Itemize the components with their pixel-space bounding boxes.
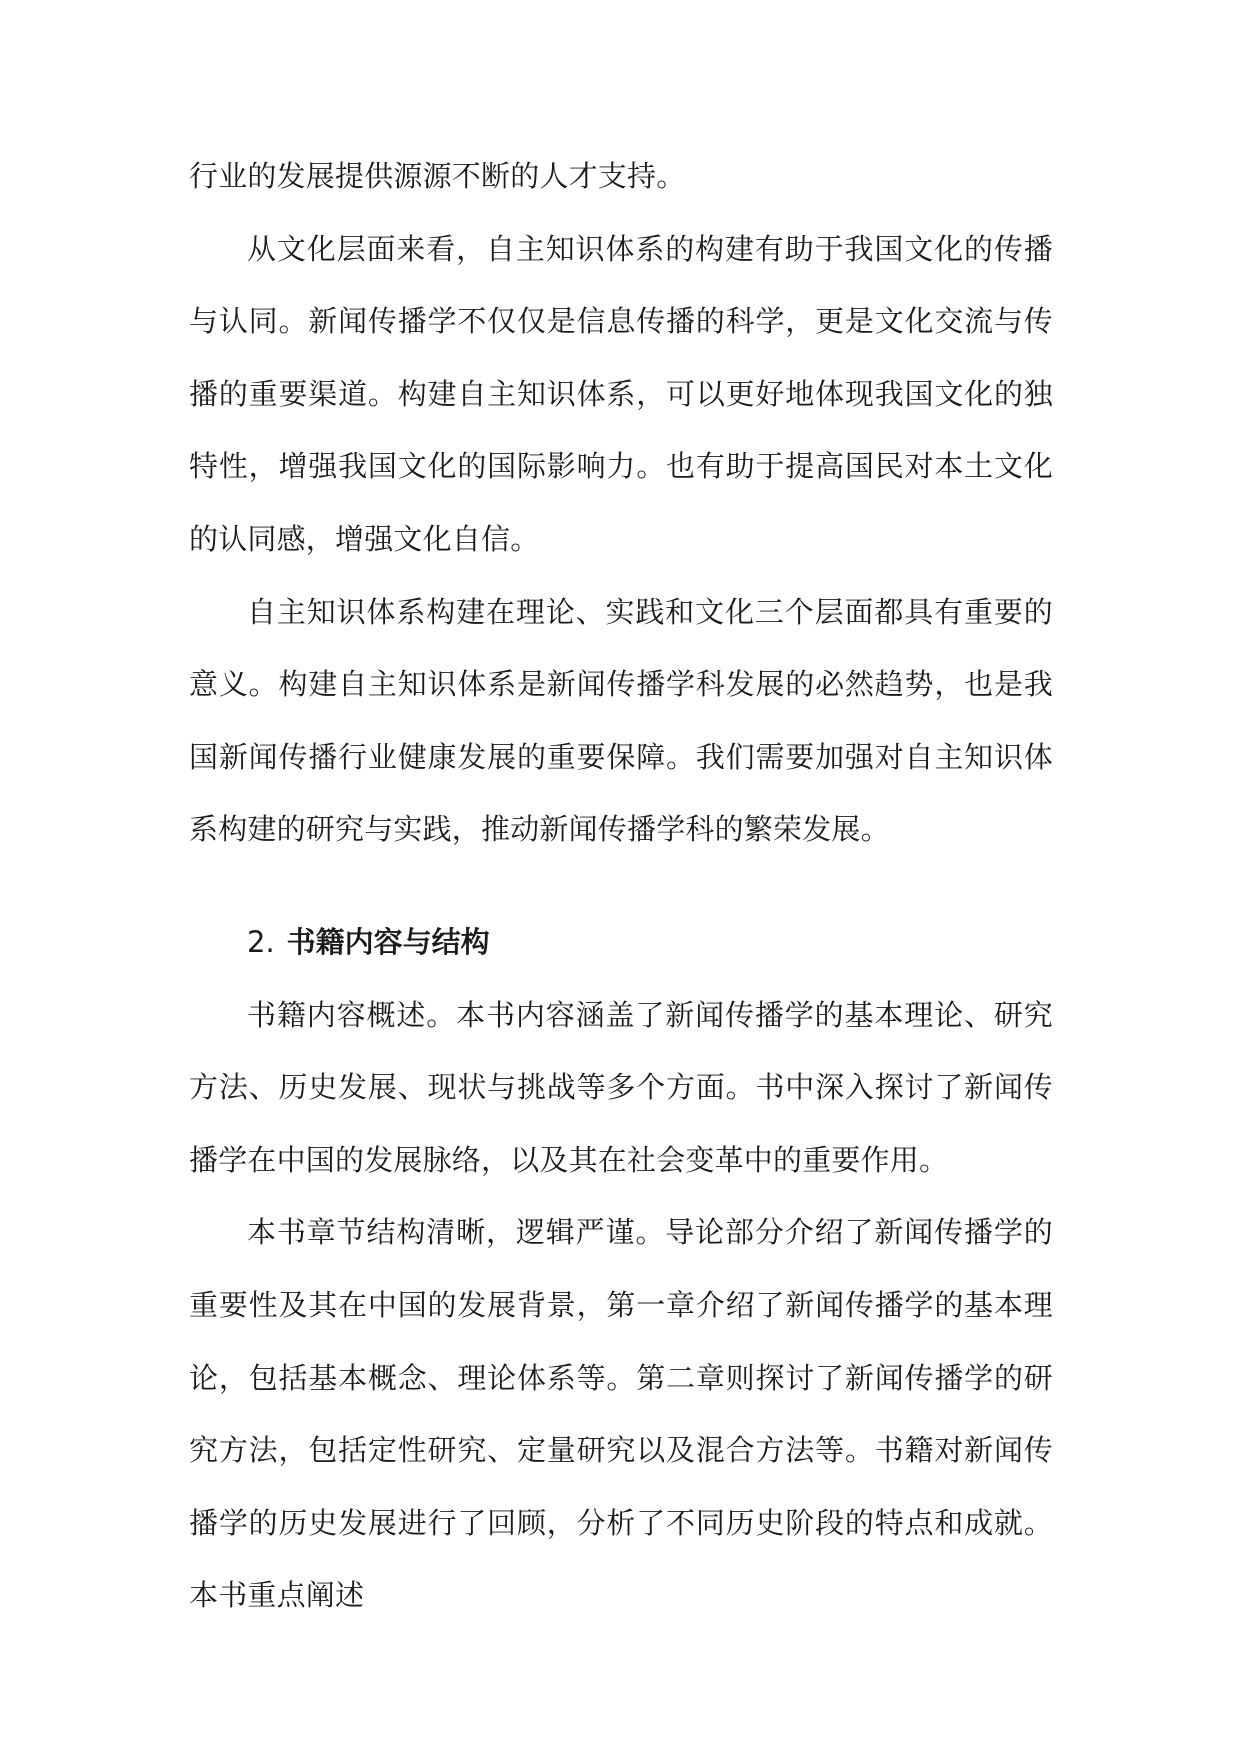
paragraph-continuation: 行业的发展提供源源不断的人才支持。 <box>189 159 686 193</box>
section-spacer <box>189 866 1053 906</box>
section-title: 书籍内容与结构 <box>286 924 490 959</box>
paragraph-summary: 自主知识体系构建在理论、实践和文化三个层面都具有重要的意义。构建自主知识体系是新闻传播学科发展的必然趋势，也是我国新闻传播行业健康发展的重要保障。我们需要加强对自主知识体系构建的研究与实践，推动新闻传播学科的繁荣发展。 <box>189 594 1053 847</box>
paragraph-book-overview: 书籍内容概述。本书内容涵盖了新闻传播学的基本理论、研究方法、历史发展、现状与挑战等多个方面。书中深入探讨了新闻传播学在中国的发展脉络，以及其在社会变革中的重要作用。 <box>189 997 1053 1177</box>
paragraph-book-structure: 本书章节结构清晰，逻辑严谨。导论部分介绍了新闻传播学的重要性及其在中国的发展背景，第一章介绍了新闻传播学的基本理论，包括基本概念、理论体系等。第二章则探讨了新闻传播学的研究方法，包括定性研究、定量研究以及混合方法等。书籍对新闻传播学的历史发展进行了回顾，分析了不同历史阶段的特点和成就。本书重点阐述 <box>189 1215 1053 1613</box>
section-number: 2. <box>247 924 275 959</box>
section-heading <box>189 906 1053 979</box>
paragraph-cultural-level: 从文化层面来看，自主知识体系的构建有助于我国文化的传播与认同。新闻传播学不仅仅是信息传播的科学，更是文化交流与传播的重要渠道。构建自主知识体系，可以更好地体现我国文化的独特性，增强我国文化的国际影响力。也有助于提高国民对本土文化的认同感，增强文化自信。 <box>189 231 1053 556</box>
page-body <box>189 140 1053 1632</box>
